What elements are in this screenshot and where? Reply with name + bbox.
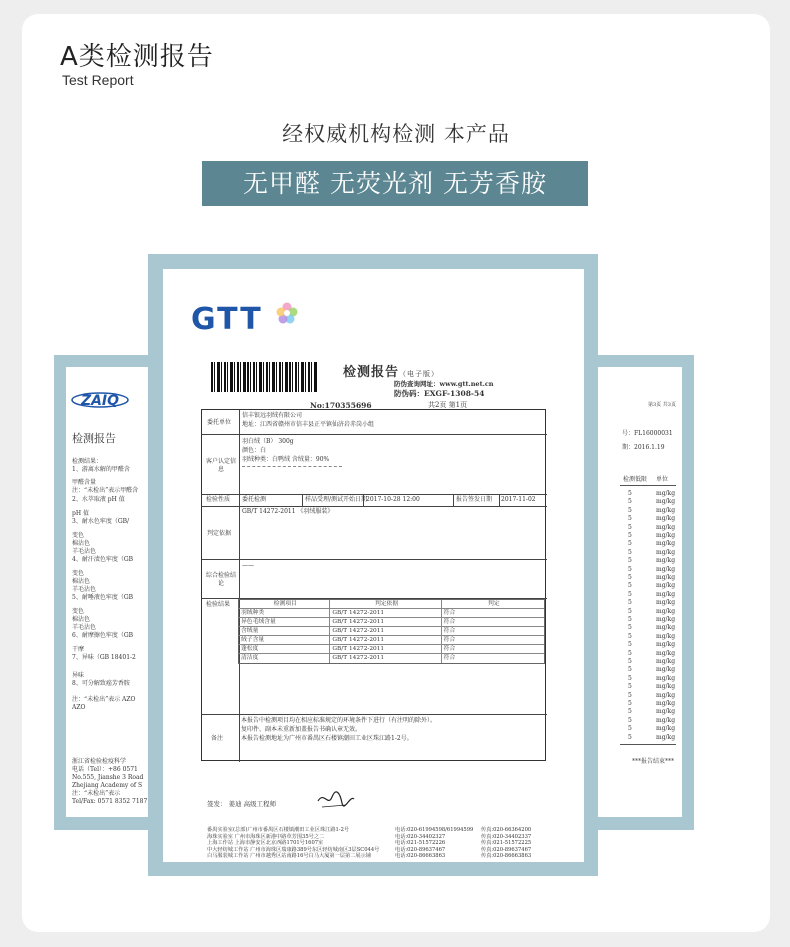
left-doc-line: 注：“未检出”表示 AZO xyxy=(72,696,136,703)
right-unit: mg/kg xyxy=(656,700,676,707)
left-doc-line: 1、游离水解的甲醛含 xyxy=(72,466,130,473)
anti-fake-code: 防伪码：EXGF-1308-54 xyxy=(394,389,485,398)
left-doc-line: 浙江省检验检疫科学 xyxy=(72,758,127,765)
left-doc-line: 变色 xyxy=(72,608,85,615)
left-doc-line: 羊毛沾色 xyxy=(72,548,97,555)
left-doc-line: 3、耐水色牢度（GB/ xyxy=(72,518,130,525)
left-doc-line: 干摩 xyxy=(72,646,85,653)
sample-date: 2017-10-28 12:00 xyxy=(366,496,420,503)
report-edition: （电子版） xyxy=(399,370,440,378)
left-doc-line: Tel/Fax: 0571 8352 7187 xyxy=(72,798,148,805)
footer-address-line: 电话:020-61994598/61994599 xyxy=(395,827,474,833)
items-label: 检验结果 xyxy=(206,601,231,608)
barcode xyxy=(211,362,319,392)
right-unit: mg/kg xyxy=(656,632,676,640)
right-limit-value: 5 xyxy=(628,700,632,707)
report-number: No:170355696 xyxy=(310,401,372,410)
table-cell: 异色毛绒含量 xyxy=(239,618,330,626)
left-doc-line: 6、耐摩擦色牢度（GB xyxy=(72,632,134,639)
right-unit: mg/kg xyxy=(656,523,676,531)
right-limit-value: 5 xyxy=(628,523,632,531)
test-type-label: 检验性质 xyxy=(206,496,231,503)
right-unit: mg/kg xyxy=(656,498,676,506)
left-doc-line: 变色 xyxy=(72,532,85,539)
issue-date-label: 报告签发日期 xyxy=(456,496,493,503)
right-unit: mg/kg xyxy=(656,725,676,733)
remark-line-2: 复印件、副本未重新加盖报告书确认章无效。 xyxy=(241,726,362,733)
query-site: 防伪查询网址：www.gtt.net.cn xyxy=(394,380,494,388)
table-cell: GB/T 14272-2011 xyxy=(330,609,441,617)
gtt-flower-icon xyxy=(276,302,298,324)
handwritten-signature xyxy=(316,789,356,811)
right-unit: mg/kg xyxy=(656,590,676,598)
right-header-unit: 单位 xyxy=(656,476,669,483)
left-doc-line: 8、可分解致癌芳香胺 xyxy=(72,680,130,687)
footer-address-line: 中大轻纺城工作站 广州市海珠区瑞康路389号东区轻纺城南区3层SC044号 xyxy=(207,846,380,853)
right-limit-value: 5 xyxy=(628,691,632,699)
main-report-frame xyxy=(148,254,598,876)
gtt-logo-text: GTT xyxy=(191,302,263,337)
footer-address-line: 上海工作站 上海市静安区北京西路1701号1607室 xyxy=(207,840,324,846)
right-unit: mg/kg xyxy=(656,574,676,581)
table-cell: GB/T 14272-2011 xyxy=(330,627,441,635)
table-cell: 符合 xyxy=(443,628,456,634)
table-cell: 符合 xyxy=(443,646,456,652)
page-count: 共2页 第1页 xyxy=(428,401,468,409)
claims-banner: 无甲醛 无荧光剂 无芳香胺 xyxy=(202,161,588,206)
sample-date-label: 样品受理/测试开始日期 xyxy=(305,496,368,503)
footer-address-line: 电话:020-34402327 xyxy=(395,833,446,840)
sub-header-item: 检测项目 xyxy=(239,600,330,608)
left-doc-line: 2、水萃取液 pH 值 xyxy=(72,496,125,503)
left-doc-line: 变色 xyxy=(72,570,85,577)
right-limit-value: 5 xyxy=(628,599,632,607)
remark-label: 备注 xyxy=(211,735,224,742)
left-doc-line: 甲醛含量 xyxy=(72,479,97,486)
left-doc-title: 检测报告 xyxy=(72,432,116,445)
client-info-line-3: 羽绒种类：白鸭绒 含绒量：90% xyxy=(242,456,330,463)
remark-line-1: 本报告中检测项目均在相应标准规定的环境条件下进行（有注明的除外）。 xyxy=(241,717,437,724)
right-unit: mg/kg xyxy=(656,708,676,716)
footer-address-line: 传真:020-89637467 xyxy=(481,846,532,853)
right-limit-value: 5 xyxy=(628,565,632,573)
basis-label: 判定依据 xyxy=(207,530,232,537)
right-unit: mg/kg xyxy=(656,716,676,724)
footer-address-line: 白马服装城工作站 广州市越秀区站南路16号白马大厦第一层第二展示铺 xyxy=(207,853,371,859)
left-doc-line: 5、耐唾液色牢度（GB xyxy=(72,594,134,601)
right-limit-value: 5 xyxy=(628,490,632,497)
sub-header-result: 判定 xyxy=(488,601,500,607)
table-cell: 蓬松度 xyxy=(239,645,330,653)
right-unit: mg/kg xyxy=(656,532,676,539)
table-cell: GB/T 14272-2011 xyxy=(330,618,441,626)
table-cell: 清洁度 xyxy=(239,654,330,663)
right-unit: mg/kg xyxy=(656,490,676,497)
report-title-text: 检测报告 xyxy=(343,365,400,380)
footer-address-line: 电话:020-89637467 xyxy=(395,846,446,853)
report-title xyxy=(343,361,439,380)
right-limit-value: 5 xyxy=(628,641,632,649)
right-limit-value: 5 xyxy=(628,716,632,724)
left-doc-line: 棉沾色 xyxy=(72,578,91,585)
table-row xyxy=(239,609,544,618)
right-limit-value: 5 xyxy=(628,590,632,598)
left-doc-line: 电话（Tel）：+86 0571 xyxy=(72,766,138,773)
right-unit: mg/kg xyxy=(656,540,676,548)
table-cell: 含绒量 xyxy=(239,627,330,635)
left-doc-line: 注：“未检出”表示甲醛含 xyxy=(72,487,139,494)
main-report-page xyxy=(163,269,584,862)
right-limit-value: 5 xyxy=(628,708,632,716)
results-subtable xyxy=(238,599,545,664)
right-report-no: 号：FL16000031 xyxy=(622,430,673,437)
right-unit: mg/kg xyxy=(656,674,676,682)
table-row xyxy=(239,627,544,636)
right-unit: mg/kg xyxy=(656,548,676,556)
right-unit: mg/kg xyxy=(656,733,676,741)
footer-address-line: 传真:020-34402337 xyxy=(481,833,532,840)
right-unit: mg/kg xyxy=(656,599,676,607)
footer-address-line: 传真:021-51572225 xyxy=(481,840,532,846)
basis-text: GB/T 14272-2011 《羽绒服装》 xyxy=(242,508,334,515)
right-limit-value: 5 xyxy=(628,498,632,506)
right-limit-value: 5 xyxy=(628,658,632,665)
right-limit-value: 5 xyxy=(628,557,632,565)
footer-address-line: 番禺实验室(总部)广州市番禺区石楼镇潮田工业区珠江路1-2号 xyxy=(207,827,350,833)
table-row xyxy=(239,654,544,663)
right-unit: mg/kg xyxy=(656,683,676,691)
left-doc-line: 检测结果： xyxy=(72,458,103,465)
right-limit-value: 5 xyxy=(628,725,632,733)
table-cell: GB/T 14272-2011 xyxy=(330,636,441,644)
client-address: 地址：江西省赣州市信丰县正平镇仙济岩赤岗小组 xyxy=(242,421,375,428)
conclusion-text: —— xyxy=(242,562,254,569)
table-row xyxy=(239,618,544,627)
table-row xyxy=(239,636,544,645)
table-row xyxy=(239,645,544,654)
right-limit-value: 5 xyxy=(628,548,632,556)
client-name: 信丰银远羽绒有限公司 xyxy=(242,412,303,419)
client-label: 委托单位 xyxy=(207,419,232,426)
right-limit-value: 5 xyxy=(628,666,632,674)
left-doc-line: No.555, Jianshe 3 Road xyxy=(72,774,144,781)
sub-header-basis: 判定依据 xyxy=(330,600,441,608)
left-doc-line: AZO xyxy=(72,704,86,711)
conclusion-label: 综合检验结论 xyxy=(205,572,236,588)
footer-address-line: 传真:020-66364200 xyxy=(481,827,532,833)
table-cell: 羽绒种类 xyxy=(239,609,330,617)
test-type: 委托检测 xyxy=(242,496,267,503)
left-doc-line: 棉沾色 xyxy=(72,616,91,623)
zaiq-logo xyxy=(70,385,130,415)
right-unit: mg/kg xyxy=(656,616,676,623)
right-unit: mg/kg xyxy=(656,582,676,590)
right-unit: mg/kg xyxy=(656,624,676,632)
left-doc-line: 羊毛沾色 xyxy=(72,624,97,631)
right-limit-value: 5 xyxy=(628,632,632,640)
client-info-label: 客户认定信息 xyxy=(205,458,236,474)
left-doc-line: 羊毛沾色 xyxy=(72,586,97,593)
right-date: 期：2016.1.19 xyxy=(622,444,665,451)
section-subtitle: Test Report xyxy=(62,72,134,88)
table-cell: GB/T 14272-2011 xyxy=(330,654,441,663)
table-cell: 符合 xyxy=(443,637,456,643)
right-page-no: 第3页 共3页 xyxy=(648,402,676,408)
right-limit-value: 5 xyxy=(628,616,632,623)
right-limit-value: 5 xyxy=(628,649,632,657)
client-info-line-2: 颜色：白 xyxy=(242,447,267,454)
right-unit: mg/kg xyxy=(656,649,676,657)
left-doc-line: Zhejiang Academy of S xyxy=(72,782,143,789)
left-doc-line: pH 值 xyxy=(72,510,89,517)
left-doc-line: 4、耐汗渍色牢度（GB xyxy=(72,556,134,563)
right-limit-value: 5 xyxy=(628,540,632,548)
right-unit: mg/kg xyxy=(656,557,676,565)
right-unit: mg/kg xyxy=(656,565,676,573)
right-limit-value: 5 xyxy=(628,674,632,682)
right-unit: mg/kg xyxy=(656,607,676,615)
right-limit-value: 5 xyxy=(628,574,632,581)
right-unit: mg/kg xyxy=(656,666,676,674)
right-unit: mg/kg xyxy=(656,506,676,514)
right-limit-value: 5 xyxy=(628,532,632,539)
right-header-limit: 检测低限 xyxy=(623,476,648,483)
right-unit: mg/kg xyxy=(656,691,676,699)
left-doc-line: 7、异味（GB 18401-2 xyxy=(72,654,136,661)
intro-text: 经权威机构检测 本产品 xyxy=(282,122,510,146)
report-table xyxy=(201,409,546,761)
right-limit-value: 5 xyxy=(628,607,632,615)
table-cell: 绒子含量 xyxy=(239,636,330,644)
right-limit-value: 5 xyxy=(628,582,632,590)
right-limit-value: 5 xyxy=(628,515,632,523)
right-limit-value: 5 xyxy=(628,733,632,741)
signature-line: 签发： 姜迪 高级工程师 xyxy=(207,800,277,808)
right-unit: mg/kg xyxy=(656,658,676,665)
gtt-logo xyxy=(191,302,298,337)
table-cell: 符合 xyxy=(443,610,456,616)
right-unit: mg/kg xyxy=(656,641,676,649)
table-cell: 符合 xyxy=(443,619,456,625)
left-logo-text: ZAIQ xyxy=(80,393,120,409)
footer-address-line: 电话:020-86663863 xyxy=(395,853,446,859)
right-limit-value: 5 xyxy=(628,683,632,691)
left-doc-line: 棉沾色 xyxy=(72,540,91,547)
issue-date: 2017-11-02 xyxy=(501,496,536,503)
client-info-line-1: 羽白绒（B） 300g xyxy=(242,438,294,445)
remark-line-3: 本报告检测地址为广州市番禺区石楼镇潮田工业区珠江路1-2号。 xyxy=(241,735,413,742)
footer-address-line: 电话:021-51572226 xyxy=(395,840,446,846)
right-unit: mg/kg xyxy=(656,515,676,523)
footer-address-line: 海珠实验室 广州市海珠区新港中路草芳围35号之二 xyxy=(207,833,325,840)
left-doc-line: 异味 xyxy=(72,672,85,679)
left-doc-line: 注：“未检出”表示 xyxy=(72,790,121,797)
section-title: A类检测报告 xyxy=(60,42,214,72)
table-cell: GB/T 14272-2011 xyxy=(330,645,441,653)
table-cell: 符合 xyxy=(443,655,456,661)
right-limit-value: 5 xyxy=(628,506,632,514)
right-end-text: ***报告结束*** xyxy=(632,758,675,765)
footer-address-line: 传真:020-86663863 xyxy=(481,853,532,859)
right-limit-value: 5 xyxy=(628,624,632,632)
